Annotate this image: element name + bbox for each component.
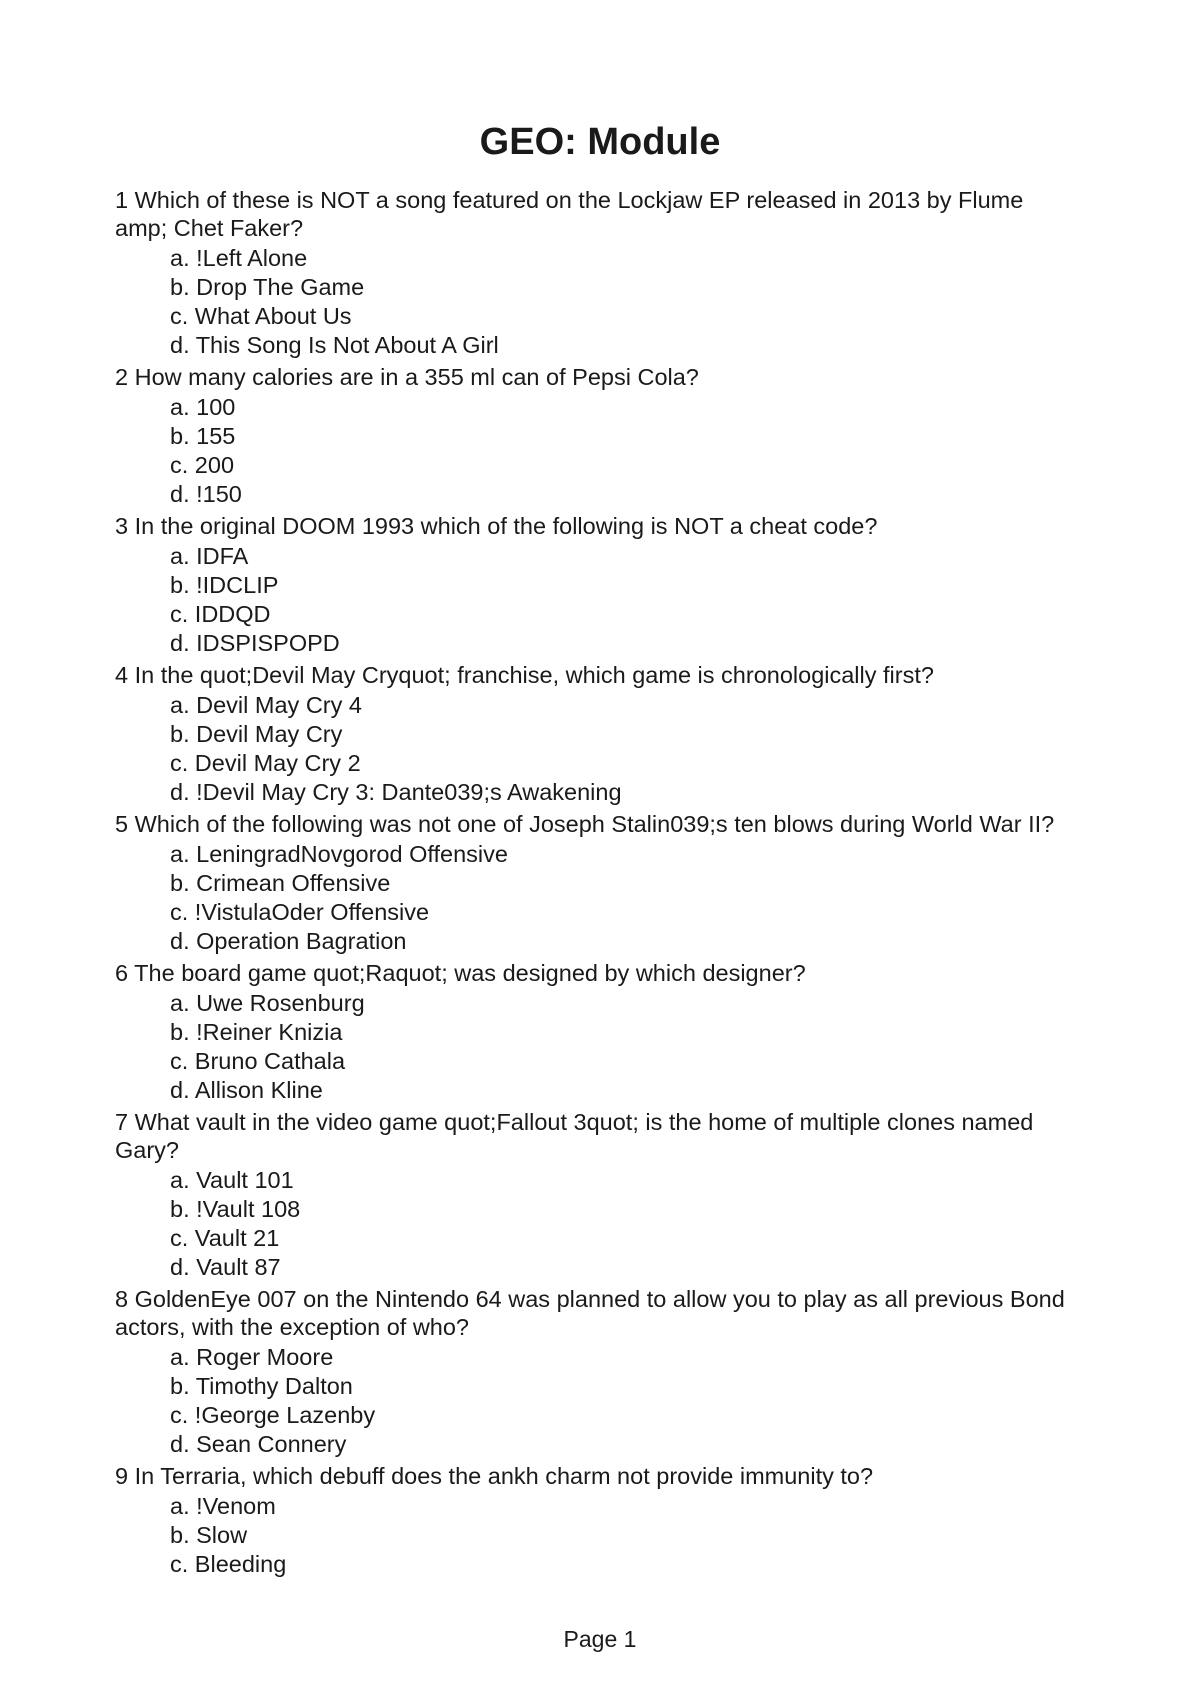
answer-option: c. !VistulaOder Offensive — [170, 899, 430, 925]
question-text: 2 How many calories are in a 355 ml can of Pepsi Cola? — [115, 364, 699, 390]
answer-option: d. Allison Kline — [170, 1077, 323, 1103]
answer-options — [115, 1166, 1075, 1282]
answer-options — [115, 542, 1075, 658]
question-item — [115, 661, 1075, 807]
question-list — [115, 186, 1075, 1582]
question-text: 8 GoldenEye 007 on the Nintendo 64 was planned to allow you to play as all previous Bond actors, with the exception of who? — [115, 1286, 1065, 1340]
answer-option: b. Timothy Dalton — [170, 1373, 353, 1399]
answer-option: d. Operation Bagration — [170, 928, 407, 954]
question-item — [115, 363, 1075, 509]
answer-option: d. !Devil May Cry 3: Dante039;s Awakening — [170, 779, 622, 805]
answer-option: d. !150 — [170, 481, 242, 507]
question-text: 7 What vault in the video game quot;Fallout 3quot; is the home of multiple clones named Gary? — [115, 1109, 1034, 1163]
answer-option: a. Uwe Rosenburg — [170, 990, 365, 1016]
answer-option: c. What About Us — [170, 303, 352, 329]
answer-option: b. Crimean Offensive — [170, 870, 391, 896]
answer-option: b. Drop The Game — [170, 274, 365, 300]
answer-option: a. 100 — [170, 394, 236, 420]
answer-option: b. !Vault 108 — [170, 1196, 301, 1222]
answer-option: d. IDSPISPOPD — [170, 630, 340, 656]
answer-option: a. !Left Alone — [170, 245, 308, 271]
question-item — [115, 186, 1075, 360]
answer-option: a. Devil May Cry 4 — [170, 692, 362, 718]
answer-option: b. !Reiner Knizia — [170, 1019, 343, 1045]
answer-option: c. 200 — [170, 452, 235, 478]
answer-option: a. IDFA — [170, 543, 249, 569]
answer-option: a. Roger Moore — [170, 1344, 334, 1370]
answer-option: a. LeningradNovgorod Offensive — [170, 841, 508, 867]
answer-option: d. This Song Is Not About A Girl — [170, 332, 499, 358]
page-number: Page 1 — [563, 1626, 637, 1652]
question-item — [115, 512, 1075, 658]
question-item — [115, 1108, 1075, 1282]
question-item — [115, 1462, 1075, 1579]
answer-option: a. !Venom — [170, 1493, 276, 1519]
answer-options — [115, 1343, 1075, 1459]
answer-option: b. Devil May Cry — [170, 721, 343, 747]
answer-option: b. Slow — [170, 1522, 248, 1548]
question-text: 1 Which of these is NOT a song featured on the Lockjaw EP released in 2013 by Flume amp; Chet Faker? — [115, 187, 1024, 241]
answer-options — [115, 691, 1075, 807]
answer-option: c. Bruno Cathala — [170, 1048, 346, 1074]
answer-options — [115, 393, 1075, 509]
answer-options — [115, 244, 1075, 360]
question-item — [115, 810, 1075, 956]
answer-option: c. Vault 21 — [170, 1225, 280, 1251]
answer-option: c. Devil May Cry 2 — [170, 750, 361, 776]
answer-option: c. !George Lazenby — [170, 1402, 376, 1428]
answer-options — [115, 840, 1075, 956]
answer-options — [115, 1492, 1075, 1579]
question-text: 3 In the original DOOM 1993 which of the following is NOT a cheat code? — [115, 513, 878, 539]
question-item — [115, 1285, 1075, 1459]
answer-option: b. !IDCLIP — [170, 572, 279, 598]
answer-option: d. Vault 87 — [170, 1254, 281, 1280]
answer-options — [115, 989, 1075, 1105]
answer-option: c. IDDQD — [170, 601, 271, 627]
question-item — [115, 959, 1075, 1105]
answer-option: d. Sean Connery — [170, 1431, 347, 1457]
question-text: 5 Which of the following was not one of Joseph Stalin039;s ten blows during World War II? — [115, 811, 1055, 837]
answer-option: a. Vault 101 — [170, 1167, 294, 1193]
question-text: 4 In the quot;Devil May Cryquot; franchise, which game is chronologically first? — [115, 662, 934, 688]
page-title: GEO: Module — [479, 121, 721, 163]
question-text: 6 The board game quot;Raquot; was designed by which designer? — [115, 960, 806, 986]
question-text: 9 In Terraria, which debuff does the ankh charm not provide immunity to? — [115, 1463, 874, 1489]
answer-option: b. 155 — [170, 423, 236, 449]
answer-option: c. Bleeding — [170, 1551, 287, 1577]
